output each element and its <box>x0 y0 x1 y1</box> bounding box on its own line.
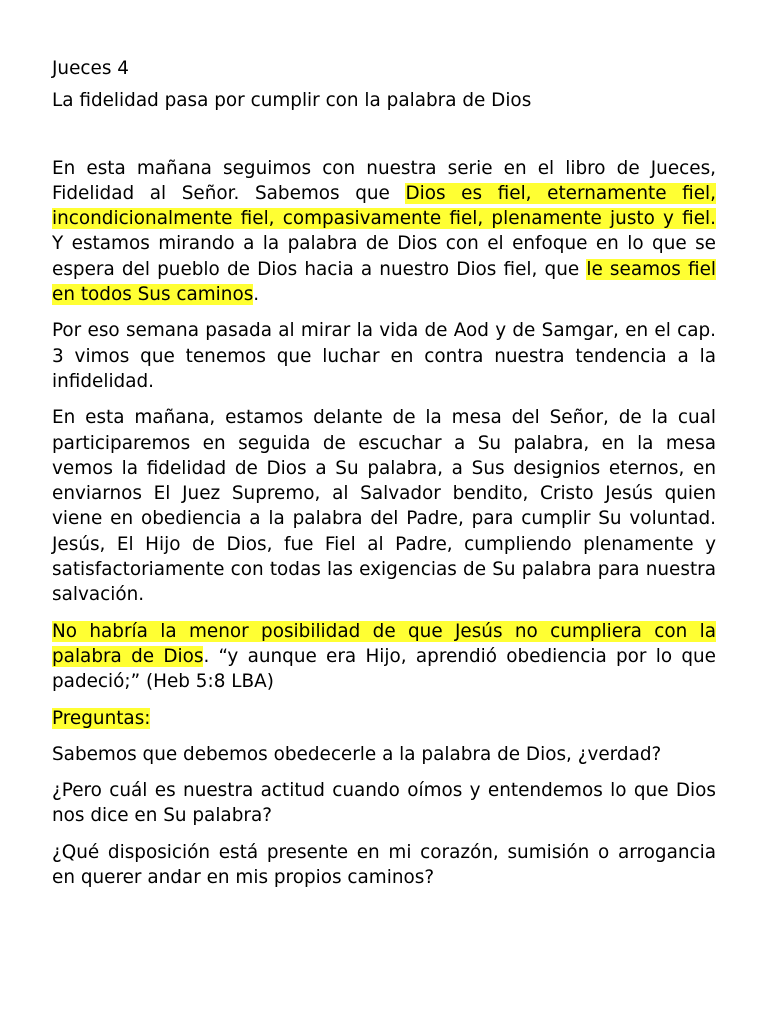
document-page <box>52 56 716 901</box>
document-subtitle: La fidelidad pasa por cumplir con la palabra de Dios <box>52 90 532 112</box>
paragraph-lords-table: En esta mañana, estamos delante de la mesa del Señor, de la cual participaremos en seguida de escuchar a Su palabra, en la mesa vemos la fidelidad de Dios a Su palabra, a Sus designios eternos, en enviarnos El Juez Supremo, al Salvador bendito, Cristo Jesús quien viene en obediencia a la palabra del Padre, para cumplir Su voluntad. Jesús, El Hijo de Dios, fue Fiel al Padre, cumpliendo plenamente y satisfactoriamente con todas las exigencias de Su palabra para nuestra salvación. <box>52 407 716 606</box>
question-3: ¿Qué disposición está presente en mi corazón, sumisión o arrogancia en querer andar en mis propios caminos? <box>52 841 716 889</box>
paragraph-intro <box>52 156 716 308</box>
highlight-jesus-fulfilled: No habría la menor posibilidad de que Jesús no cumpliera con la palabra de Dios <box>52 620 716 667</box>
question-2: ¿Pero cuál es nuestra actitud cuando oímos y entendemos lo que Dios nos dice en Su palabra? <box>52 780 716 827</box>
highlight-questions-heading: Preguntas: <box>52 707 151 729</box>
highlight-faithful-in-ways: le seamos fiel en todos Sus caminos <box>52 258 716 306</box>
paragraph-jesus-obedience <box>52 619 716 695</box>
document-title: Jueces 4 <box>52 58 129 79</box>
paragraph-intro-text-b: Y estamos mirando a la palabra de Dios con el enfoque en lo que se espera del pueblo de Dios hacia a nuestro Dios fiel, que <box>52 233 716 280</box>
question-1: Sabemos que debemos obedecerle a la palabra de Dios, ¿verdad? <box>52 743 662 765</box>
highlight-god-is-faithful: Dios es fiel, eternamente fiel, incondicionalmente fiel, compasivamente fiel, plenamente justo y fiel. <box>52 182 716 230</box>
paragraph-jesus-obedience-rest: . “y aunque era Hijo, aprendió obediencia por lo que padeció;” (Heb 5:8 LBA) <box>52 645 716 693</box>
paragraph-intro-text-a: En esta mañana seguimos con nuestra serie en el libro de Jueces, Fidelidad al Señor. Sabemos que <box>52 157 716 204</box>
questions-heading <box>52 706 716 731</box>
paragraph-intro-text-c: . <box>253 284 260 306</box>
paragraph-last-week: Por eso semana pasada al mirar la vida de Aod y de Samgar, en el cap. 3 vimos que tenemos que luchar en contra nuestra tendencia a la infidelidad. <box>52 320 716 392</box>
